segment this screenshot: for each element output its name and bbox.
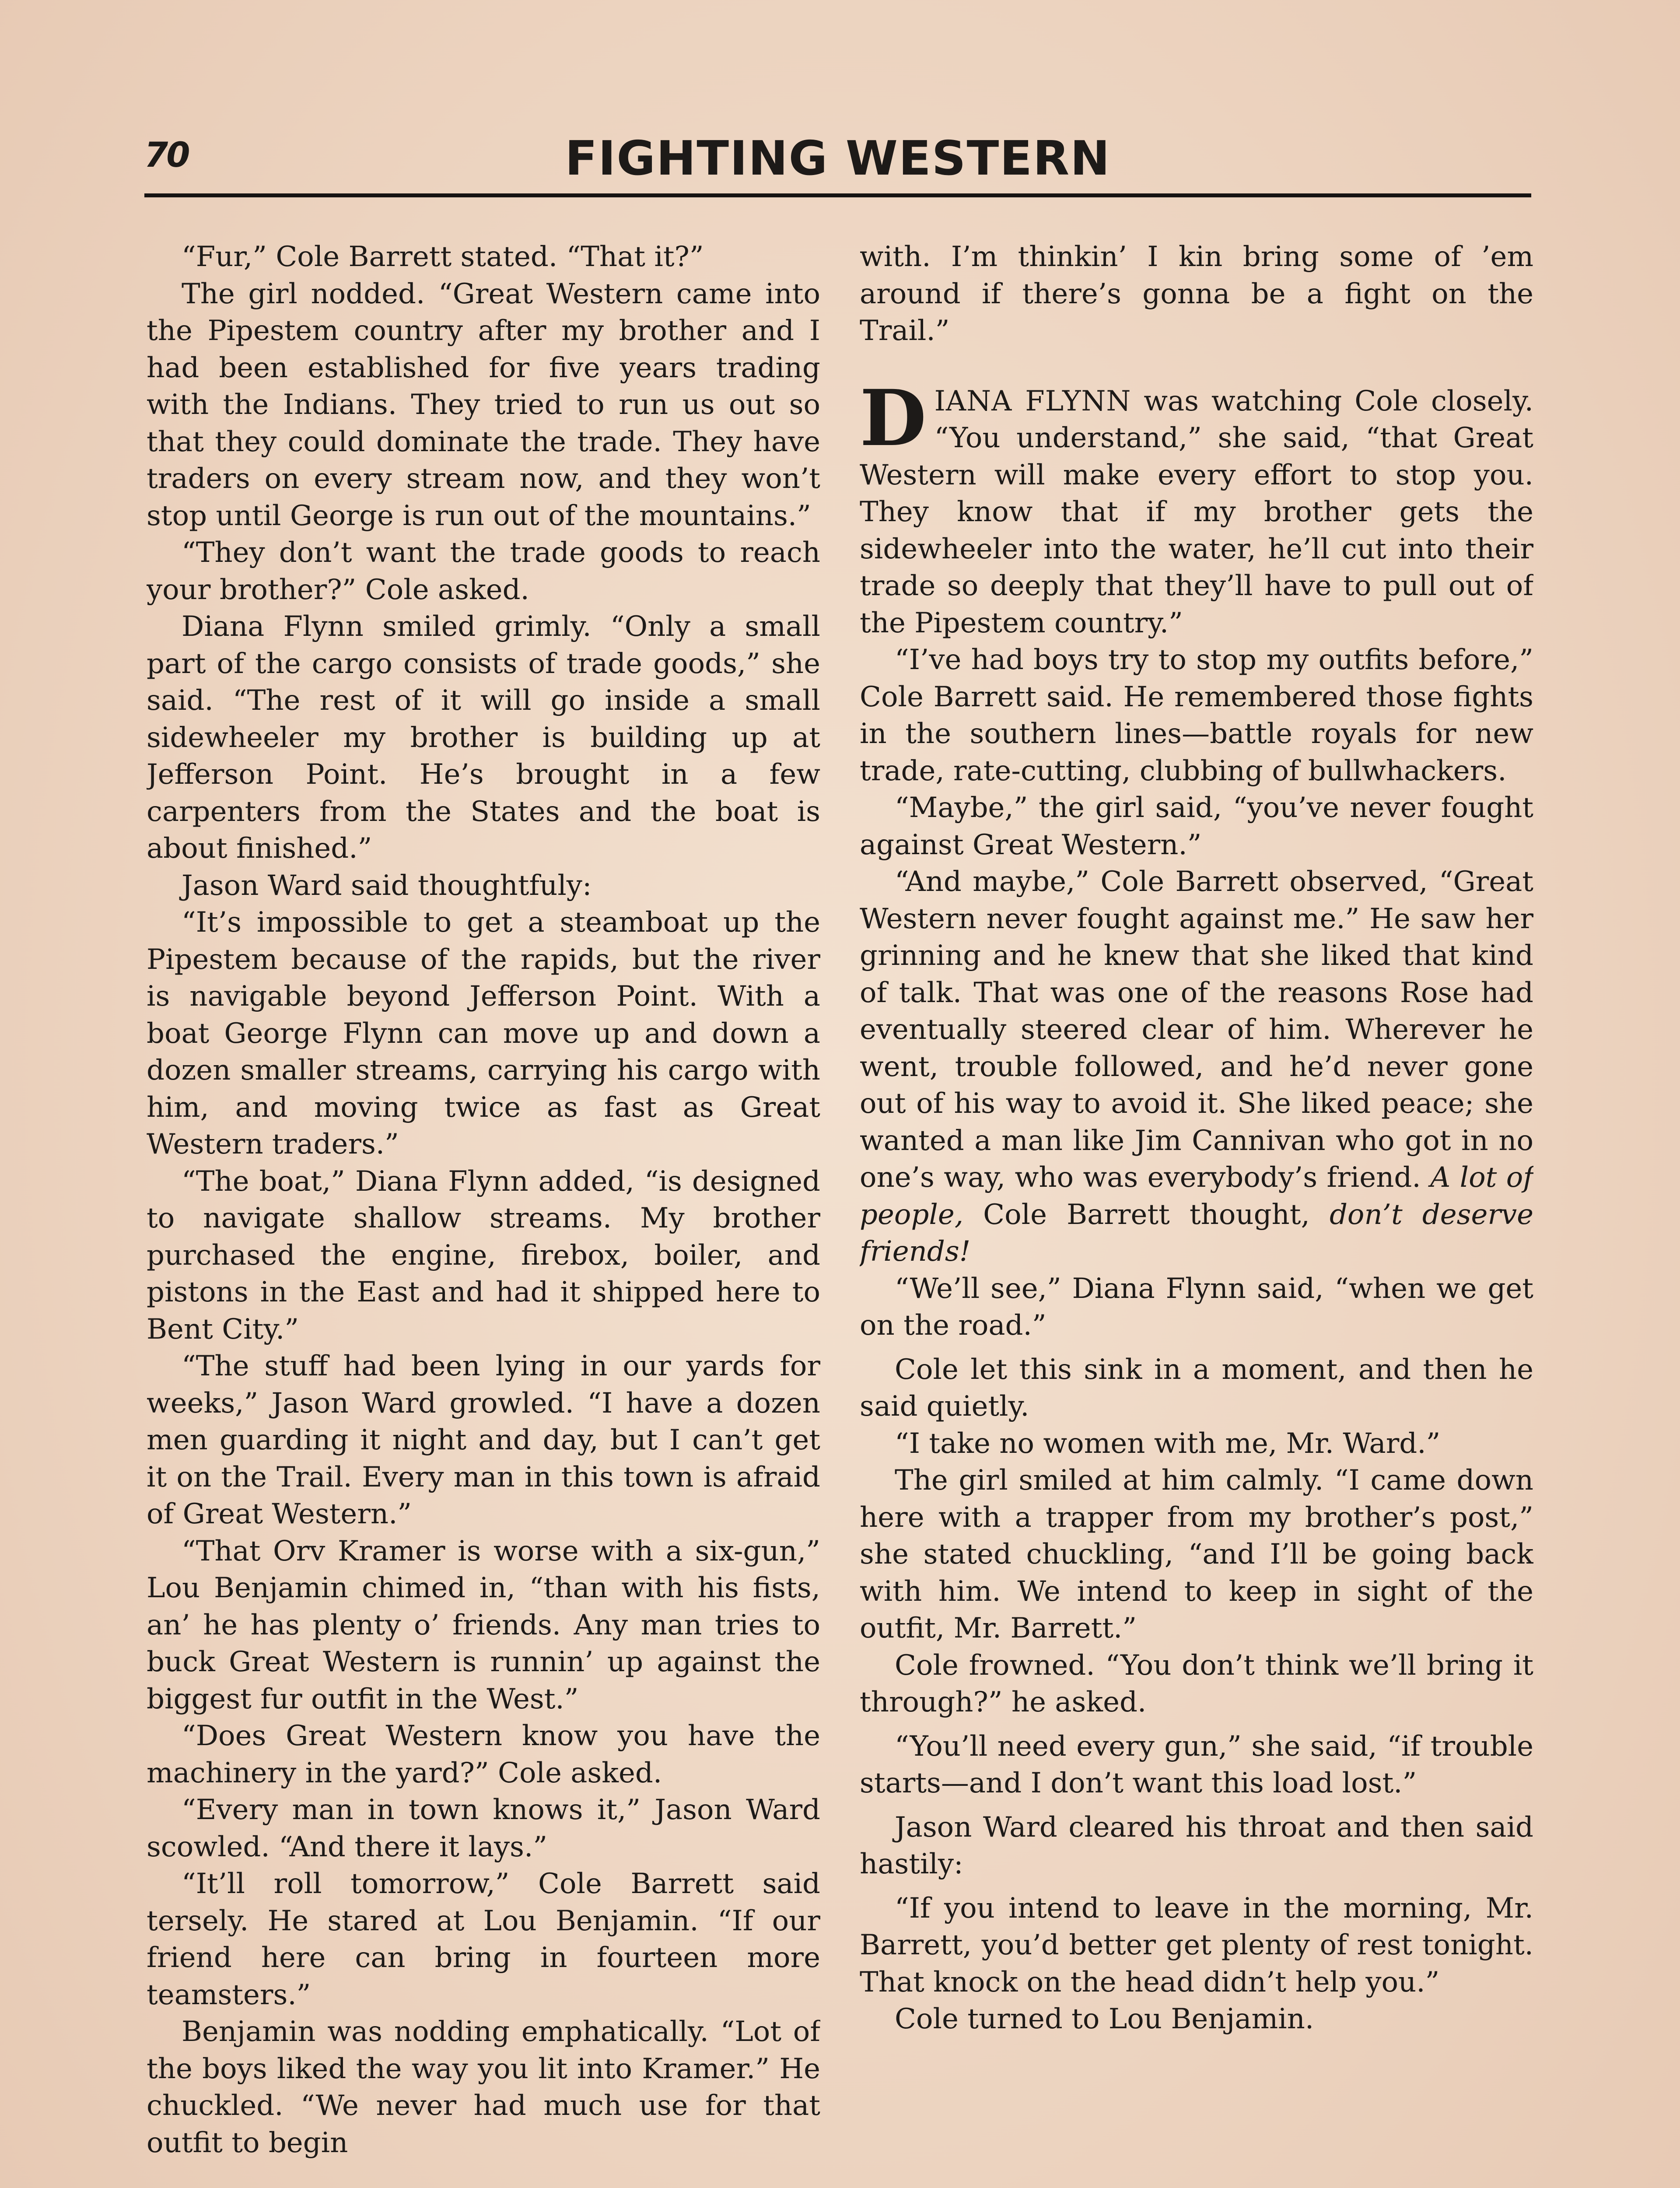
paragraph: Cole let this sink in a moment, and then he said quietly. bbox=[860, 1353, 1533, 1423]
page-number: 70 bbox=[144, 136, 189, 175]
small-caps-name: IANA FLYNN bbox=[934, 385, 1131, 417]
paragraph: “It’ll roll tomorrow,” Cole Barrett said tersely. He stared at Lou Benjamin. “If our friend here can bring in fourteen more teamsters.” bbox=[147, 1868, 820, 2011]
paragraph: Jason Ward cleared his throat and then said hastily: bbox=[860, 1811, 1533, 1880]
paragraph-continuation: with. I’m thinkin’ I kin bring some of ’em around if there’s gonna be a fight on the Trail.” bbox=[860, 241, 1533, 347]
paragraph: “Every man in town knows it,” Jason Ward scowled. “And there it lays.” bbox=[147, 1794, 820, 1863]
page-header bbox=[144, 127, 1531, 193]
drop-cap: D bbox=[860, 372, 927, 463]
italic-thought: don’t deserve friends! bbox=[860, 1198, 1533, 1268]
paragraph: “Fur,” Cole Barrett stated. “That it?” bbox=[182, 241, 704, 273]
paragraph-text: “And maybe,” Cole Barrett observed, “Great Western never fought against me.” He saw her grinning and he knew that she liked that kind of talk. That was one of the reasons Rose had eventually steered clear of him. Wherever he went, trouble followed, and he’d never gone out of his way to avoid it. She liked peace; she wanted a man like Jim Cannivan who got in no one’s way, who was everybody’s friend. bbox=[860, 866, 1533, 1194]
paragraph-text: Cole Barrett thought, bbox=[963, 1198, 1330, 1231]
paragraph: The girl nodded. “Great Western came into the Pipestem country after my brother and I had been established for five years trading with the Indians. They tried to run us out so that they could dominate the trade. They have traders on every stream now, and they won’t stop until George is run out of the mountains.” bbox=[147, 277, 820, 532]
paragraph: “We’ll see,” Diana Flynn said, “when we get on the road.” bbox=[860, 1272, 1533, 1342]
running-title: FIGHTING WESTERN bbox=[565, 131, 1111, 186]
paragraph: “If you intend to leave in the morning, Mr. Barrett, you’d better get plenty of rest tonight. That knock on the head didn’t help you.” bbox=[860, 1892, 1533, 1999]
paragraph bbox=[860, 863, 1533, 1270]
paragraph: “You’ll need every gun,” she said, “if trouble starts—and I don’t want this load lost.” bbox=[860, 1730, 1533, 1799]
header-rule bbox=[144, 193, 1531, 197]
right-column bbox=[860, 238, 1533, 2188]
paragraph: “It’s impossible to get a steamboat up the Pipestem because of the rapids, but the river is navigable beyond Jefferson Point. With a boat George Flynn can move up and down a dozen smaller streams, carrying his cargo with him, and moving twice as fast as Great Western traders.” bbox=[147, 906, 820, 1161]
paragraph: “The boat,” Diana Flynn added, “is designed to navigate shallow streams. My brother purchased the engine, firebox, boiler, and pistons in the East and had it shipped here to Bent City.” bbox=[147, 1165, 820, 1346]
paragraph: Cole turned to Lou Benjamin. bbox=[895, 2003, 1314, 2035]
paragraph: “Does Great Western know you have the machinery in the yard?” Cole asked. bbox=[147, 1720, 820, 1789]
paragraph-text: was watching Cole closely. “You understand,” she said, “that Great Western will make every effort to stop you. They know that if my brother gets the sidewheeler into the water, he’ll cut into their trade so deeply that they’ll have to pull out of the Pipestem country.” bbox=[860, 385, 1533, 639]
paragraph: “I take no women with me, Mr. Ward.” bbox=[895, 1427, 1441, 1460]
paragraph: The girl smiled at him calmly. “I came down here with a trapper from my brother’s post,” she stated chuckling, “and I’ll be going back with him. We intend to keep in sight of the outfit, Mr. Barrett.” bbox=[860, 1464, 1533, 1645]
section-opening-paragraph bbox=[860, 372, 1533, 642]
paragraph: “I’ve had boys try to stop my outfits before,” Cole Barrett said. He remembered those fights in the southern lines—battle royals for new trade, rate-cutting, clubbing of bullwhackers. bbox=[860, 644, 1533, 787]
paragraph: Jason Ward said thoughtfuly: bbox=[182, 869, 592, 902]
paragraph: Diana Flynn smiled grimly. “Only a small part of the cargo consists of trade goods,” she said. “The rest of it will go inside a small sidewheeler my brother is building up at Jefferson Point. He’s brought in a few carpenters from the States and the boat is about finished.” bbox=[147, 610, 820, 865]
paragraph: “Maybe,” the girl said, “you’ve never fought against Great Western.” bbox=[860, 792, 1533, 861]
paragraph: “That Orv Kramer is worse with a six-gun,” Lou Benjamin chimed in, “than with his fists, an’ he has plenty o’ friends. Any man tries to buck Great Western is runnin’ up against the biggest fur outfit in the West.” bbox=[147, 1535, 820, 1715]
paragraph: “The stuff had been lying in our yards for weeks,” Jason Ward growled. “I have a dozen men guarding it night and day, but I can’t get it on the Trail. Every man in this town is afraid of Great Western.” bbox=[147, 1350, 820, 1530]
paragraph: Cole frowned. “You don’t think we’ll bring it through?” he asked. bbox=[860, 1649, 1533, 1718]
italic-thought: A lot of people, bbox=[860, 1161, 1533, 1231]
paragraph: Benjamin was nodding emphatically. “Lot of the boys liked the way you lit into Kramer.” He chuckled. “We never had much use for that outfit to begin bbox=[147, 2016, 820, 2159]
paragraph: “They don’t want the trade goods to reach your brother?” Cole asked. bbox=[147, 536, 820, 606]
left-column bbox=[147, 238, 820, 2188]
